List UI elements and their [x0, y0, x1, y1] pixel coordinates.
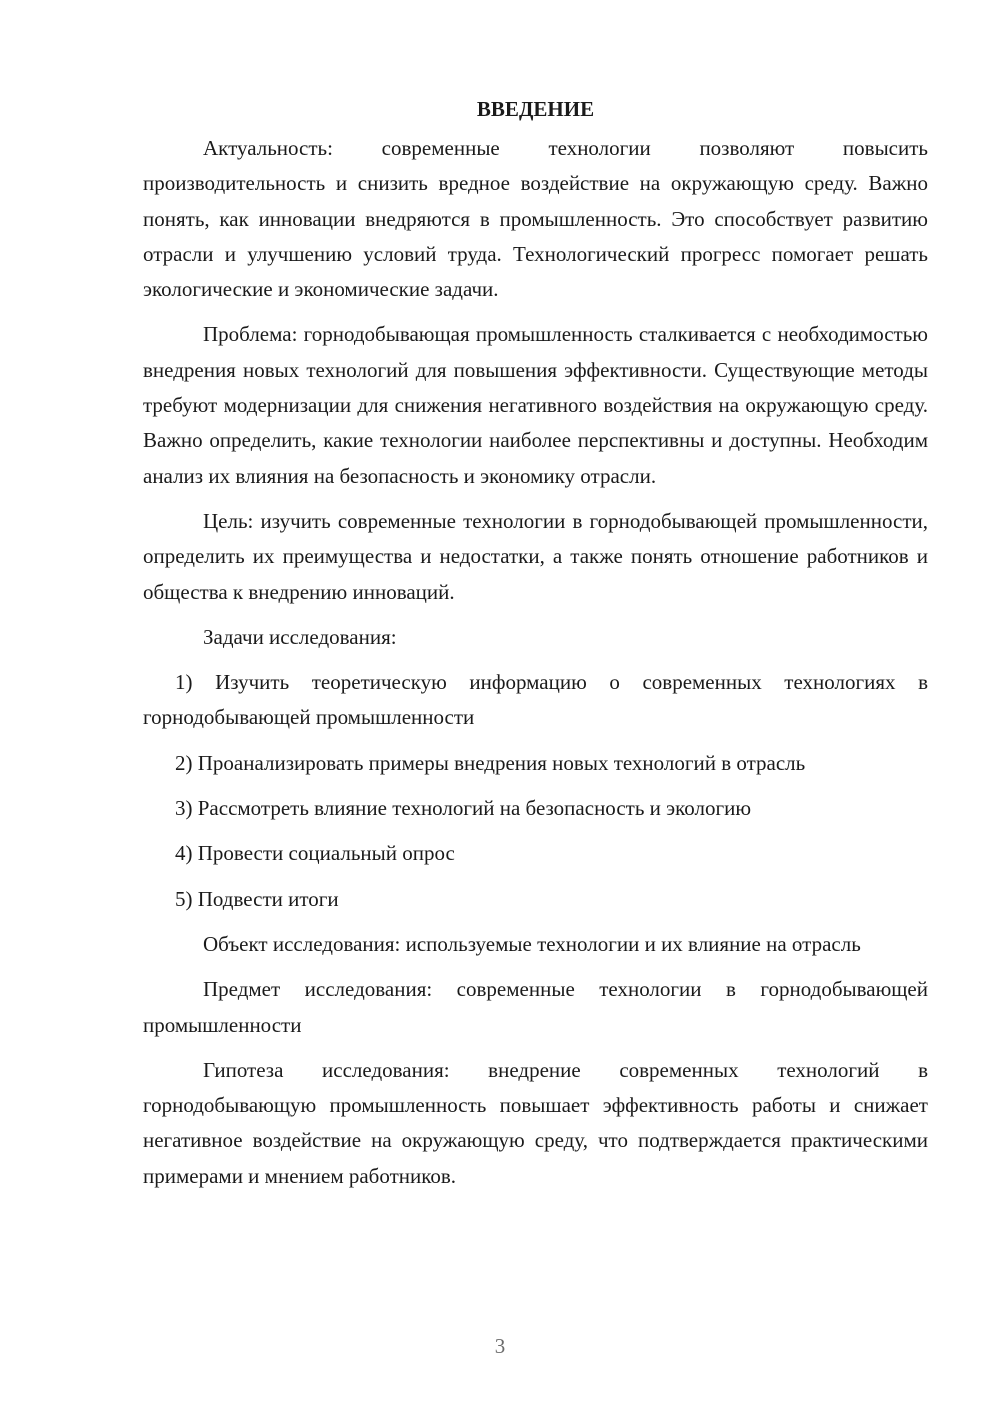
- tasks-heading: Задачи исследования:: [203, 624, 397, 649]
- paragraph-relevance: Актуальность: современные технологии позволяют повысить производительность и снизить вредное воздействие на окружающую среду. Важно понять, как инновации внедряются в промышленность. Это способствует развитию отрасли и улучшению условий труда. Технологический прогресс помогает решать экологические и экономические задачи.: [143, 136, 928, 302]
- list-item: 2) Проанализировать примеры внедрения новых технологий в отрасль: [175, 750, 806, 775]
- list-item: 1) Изучить теоретическую информацию о современных технологиях в горнодобывающей промышленности: [143, 670, 928, 730]
- paragraph-goal: Цель: изучить современные технологии в горнодобывающей промышленности, определить их преимущества и недостатки, а также понять отношение работников и общества к внедрению инноваций.: [143, 508, 928, 604]
- document-page: [143, 92, 928, 1204]
- task-list: [143, 665, 928, 917]
- paragraph-object: Объект исследования: используемые технологии и их влияние на отрасль: [203, 931, 861, 956]
- list-item: 5) Подвести итоги: [175, 886, 339, 911]
- page-number: 3: [494, 1334, 506, 1358]
- paragraph-subject: Предмет исследования: современные технологии в горнодобывающей промышленности: [143, 977, 928, 1037]
- list-item: 3) Рассмотреть влияние технологий на безопасность и экологию: [175, 796, 752, 821]
- list-item: 4) Провести социальный опрос: [175, 841, 455, 866]
- page-title: ВВЕДЕНИЕ: [476, 97, 595, 121]
- paragraph-problem: Проблема: горнодобывающая промышленность сталкивается с необходимостью внедрения новых технологий для повышения эффективности. Существующие методы требуют модернизации для снижения негативного воздействия на окружающую среду. Важно определить, какие технологии наиболее перспективны и доступны. Необходим анализ их влияния на безопасность и экономику отрасли.: [143, 322, 928, 488]
- paragraph-hypothesis: Гипотеза исследования: внедрение современных технологий в горнодобывающую промышленность повышает эффективность работы и снижает негативное воздействие на окружающую среду, что подтверждается практическими примерами и мнением работников.: [143, 1057, 928, 1188]
